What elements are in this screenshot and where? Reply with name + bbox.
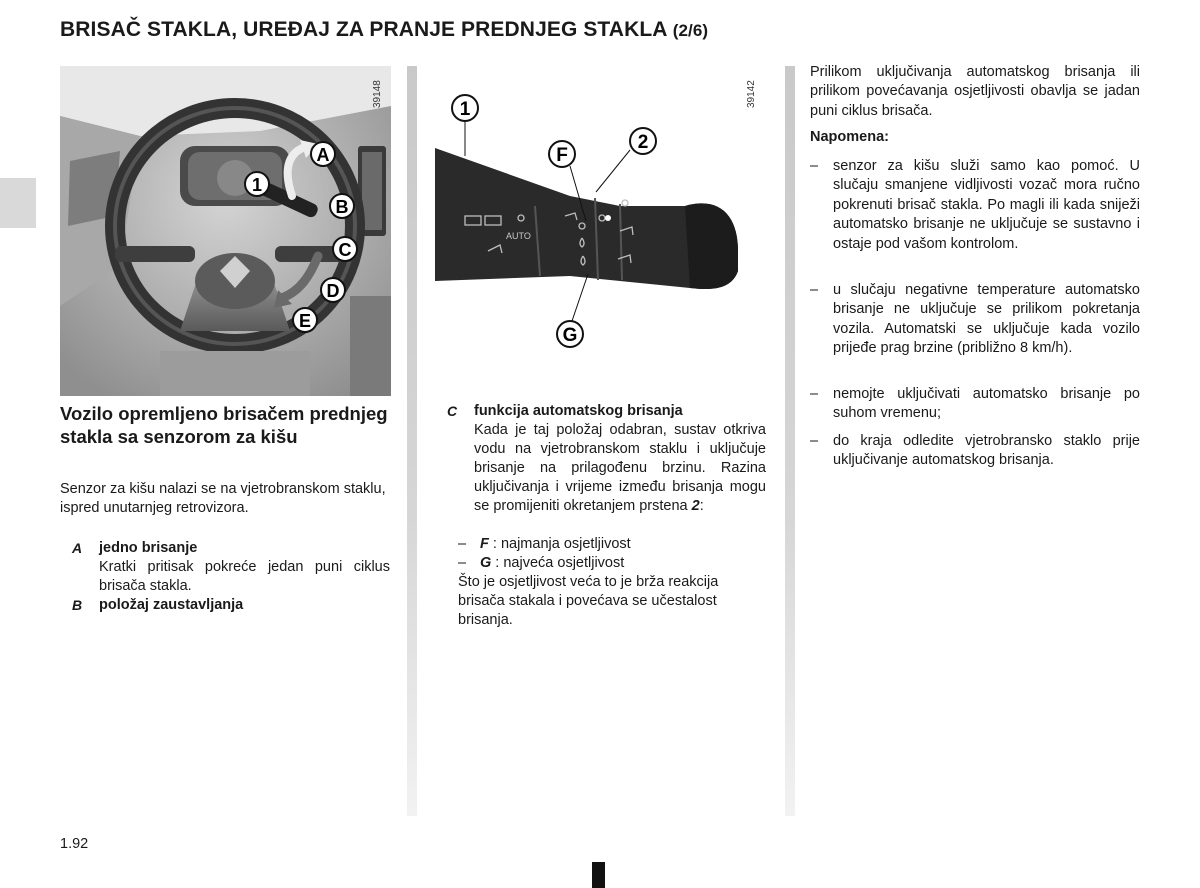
callout-F: [549, 141, 575, 167]
item-text-c-body: Kada je taj položaj odabran, sustav otkriva vodu na vjetrobranskom staklu i uključuje brisanje na prilagođenu brzinu. Razina uključivanja i vrijeme između brisanja mogu se promijeniti okretanjem prstena: [474, 422, 766, 514]
figure-code: 39148: [372, 80, 383, 108]
callout-1: [245, 172, 269, 196]
column-divider: [407, 66, 417, 816]
figure1-callouts: [60, 66, 391, 396]
item-key-c: C: [447, 403, 458, 419]
section-tab-marker: [0, 178, 36, 228]
item-text-a: Kratki pritisak pokreće jedan puni ciklus brisača stakla.: [99, 559, 390, 594]
sensitivity-row-f: – F : najmanja osjetljivost: [458, 536, 631, 552]
svg-text:2: 2: [637, 132, 649, 153]
svg-text:G: G: [562, 325, 578, 346]
sensitivity-row-g: – G : najveća osjetljivost: [458, 555, 625, 571]
page-title-text: BRISAČ STAKLA, UREĐAJ ZA PRANJE PREDNJEG STAKLA: [60, 18, 667, 41]
note-bullet: – nemojte uključivati automatsko brisanje po suhom vremenu;: [810, 386, 1140, 422]
callout-E: [293, 308, 317, 332]
callout-G: [557, 321, 583, 347]
callout-B: [330, 194, 354, 218]
svg-text:1: 1: [459, 99, 471, 120]
note-bullet: – senzor za kišu služi samo kao pomoć. U slučaju smanjene vidljivosti vozač mora ručno pokrenuti brisač stakla. Po magli ili kada sniježi automatsko brisanje ne uključuje se sustavno i ostaje pod vašom kontrolom.: [810, 158, 1140, 252]
column-divider: [785, 66, 795, 816]
page-indicator: (2/6): [672, 21, 709, 40]
col3-intro: Prilikom uključivanja automatskog brisanja ili prilikom povećavanja osjetljivosti obavlja se jadan puni ciklus brisača.: [810, 64, 1140, 119]
svg-text:F: F: [556, 145, 568, 166]
auto-label: AUTO: [506, 231, 531, 241]
ring-ref: 2: [691, 498, 700, 514]
closing-paragraph: Što je osjetljivost veća to je brža reakcija brisača stakala i povećava se učestalost brisanja.: [458, 574, 719, 628]
svg-text:E: E: [298, 311, 312, 331]
section-heading: Vozilo opremljeno brisačem prednjeg stakla sa senzorom za kišu: [60, 403, 388, 447]
intro-paragraph: Senzor za kišu nalazi se na vjetrobranskom staklu, ispred unutarnjeg retrovizora.: [60, 481, 386, 516]
note-bullet: – u slučaju negativne temperature automatsko brisanje ne uključuje se prilikom pokretanja vozila. Automatski se uključuje kada vozilo prijeđe prag brzine (približno 8 km/h).: [810, 282, 1140, 357]
svg-text:B: B: [335, 197, 349, 217]
item-title-a: jedno brisanje: [99, 540, 198, 556]
item-title-c: funkcija automatskog brisanja: [474, 403, 683, 419]
item-title-b: položaj zaustavljanja: [99, 597, 244, 613]
item-key-b: B: [72, 597, 83, 613]
callout-A: [311, 142, 335, 166]
svg-text:A: A: [316, 145, 330, 165]
item-key-a: A: [72, 540, 83, 556]
page-edge-marker: [592, 862, 605, 888]
figure2-callouts: [420, 66, 768, 396]
item-text-c: Kada je taj položaj odabran, sustav otkriva vodu na vjetrobranskom staklu i uključuje brisanje na prilagođenu brzinu. Razina uključivanja i vrijeme između brisanja mogu se promijeniti okretanjem prstena 2:: [474, 422, 766, 514]
callout-2: [630, 128, 656, 154]
callout-D: [321, 278, 345, 302]
svg-text:1: 1: [251, 175, 263, 195]
svg-text:C: C: [338, 240, 352, 260]
svg-text:D: D: [326, 281, 340, 301]
page-title: [60, 18, 708, 42]
note-title: Napomena:: [810, 129, 889, 145]
page-number: 1.92: [60, 836, 89, 852]
callout-1: [452, 95, 478, 121]
note-bullet: – do kraja odledite vjetrobransko staklo prije uključivanje automatskog brisanja.: [810, 433, 1140, 469]
figure-code: 39142: [746, 80, 757, 108]
callout-C: [333, 237, 357, 261]
